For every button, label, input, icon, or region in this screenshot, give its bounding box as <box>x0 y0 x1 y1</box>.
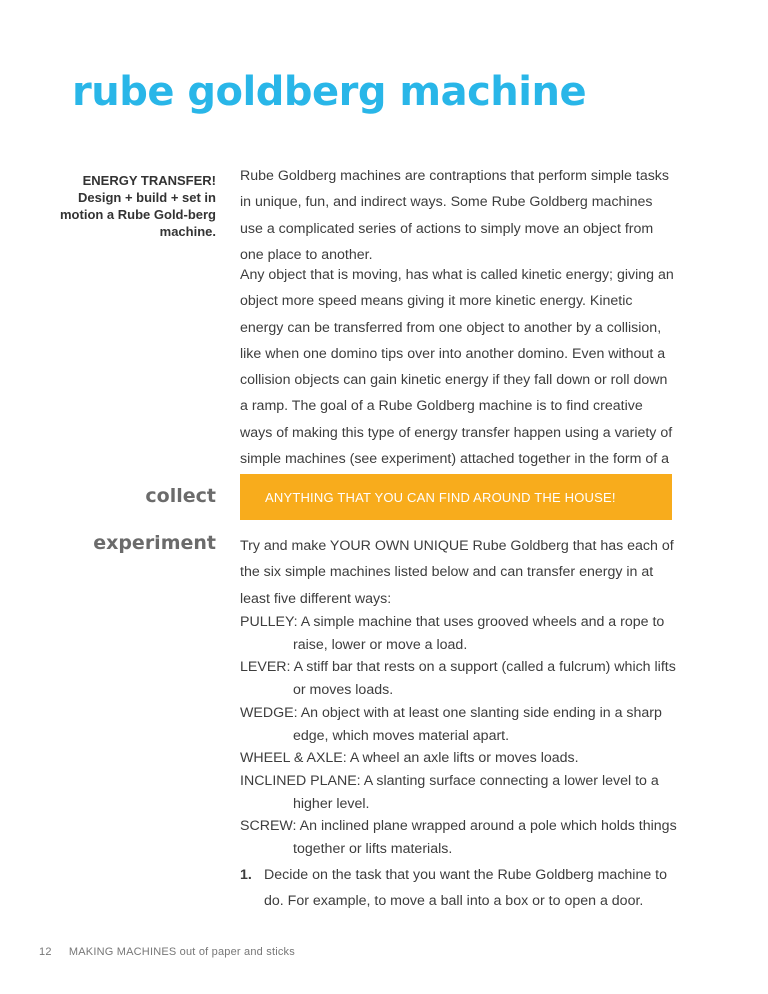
definition-wheel-axle: WHEEL & AXLE: A wheel an axle lifts or moves loads. <box>240 750 579 767</box>
definition-screw: SCREW: An inclined plane wrapped around a pole which holds things together or lifts materials. <box>240 818 677 858</box>
sidebar-description: Design + build + set in motion a Rube Gold-berg machine. <box>60 190 216 239</box>
definition-lever: LEVER: A stiff bar that rests on a support (called a fulcrum) which lifts or moves loads. <box>240 659 676 699</box>
experiment-paragraph: Try and make YOUR OWN UNIQUE Rube Goldberg that has each of the six simple machines listed below and can transfer energy in at least five different ways: <box>240 538 674 607</box>
step-number: 1. <box>240 867 252 883</box>
intro-paragraph: Rube Goldberg machines are contraptions that perform simple tasks in unique, fun, and indirect ways. Some Rube Goldberg machines use a complicated series of actions to simply move an object from one place to another. <box>240 168 669 263</box>
page-title: rube goldberg machine <box>72 69 587 115</box>
experiment-label: experiment <box>93 532 216 554</box>
definition-pulley: PULLEY: A simple machine that uses grooved wheels and a rope to raise, lower or move a load. <box>240 614 665 653</box>
definition-inclined-plane: INCLINED PLANE: A slanting surface connecting a lower level to a higher level. <box>240 772 659 812</box>
collect-label: collect <box>145 485 216 507</box>
kinetic-paragraph: Any object that is moving, has what is called kinetic energy; giving an object more speed means giving it more kinetic energy. Kinetic energy can be transferred from one object to another by a collision, like when one domino tips over into another domino. Even without a collision objects can gain kinetic energy if they fall down or roll down a ramp. The goal of a Rube Goldberg machine is to find creative ways of making this type of energy transfer happen using a variety of simple machines (see experiment) attached together in the form of a <box>240 267 674 468</box>
sidebar-heading: ENERGY TRANSFER! <box>82 173 216 188</box>
step-item <box>240 862 675 915</box>
sidebar-callout <box>40 172 216 240</box>
simple-machine-definitions <box>240 611 680 861</box>
collect-banner <box>240 474 672 520</box>
step-text: Decide on the task that you want the Rube Goldberg machine to do. For example, to move a ball into a box or to open a door. <box>264 867 668 910</box>
page-number: 12 <box>39 946 52 958</box>
page-footer <box>39 946 295 958</box>
collect-banner-text: ANYTHING THAT YOU CAN FIND AROUND THE HOUSE! <box>265 489 616 505</box>
book-title: MAKING MACHINES out of paper and sticks <box>68 946 295 958</box>
definition-wedge: WEDGE: An object with at least one slanting side ending in a sharp edge, which moves material apart. <box>240 704 662 744</box>
